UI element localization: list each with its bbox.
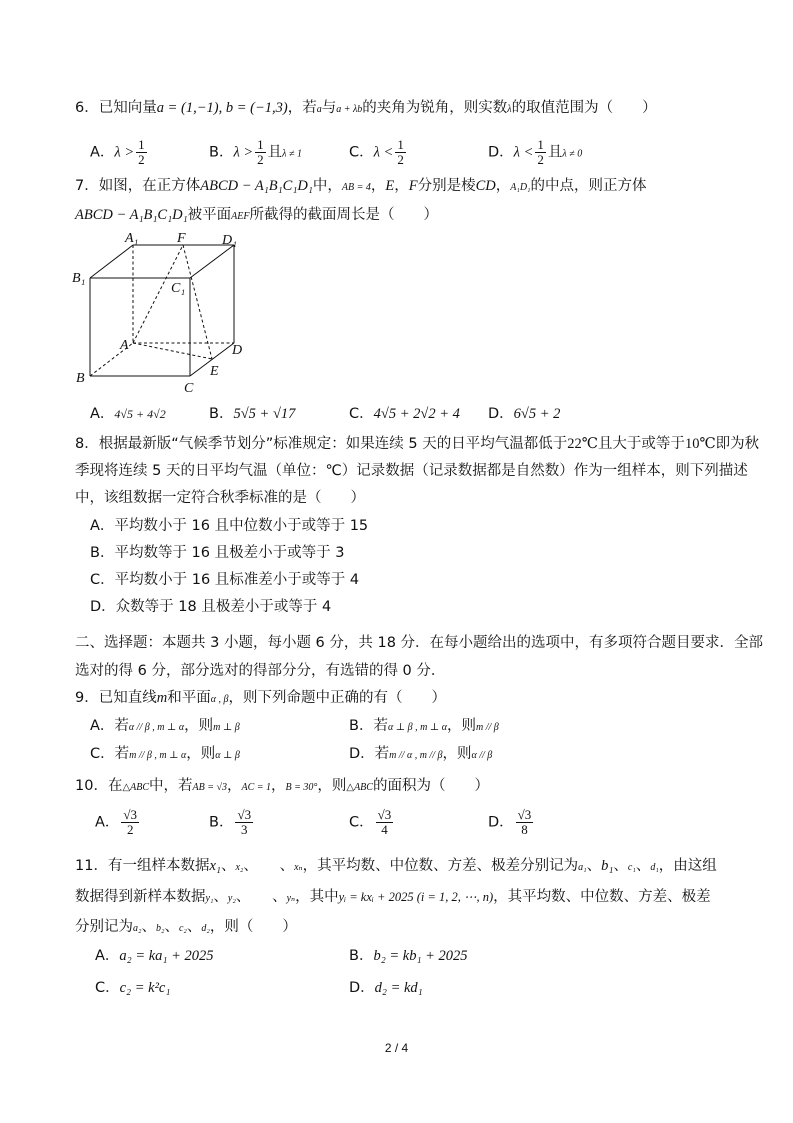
q11-stem-line2: 数据得到新样本数据y₁、y₂、 、yₙ，其中yᵢ = kxᵢ + 2025 (i = 1, 2, ⋯, n)，其平均数、中位数、方差、极差 — [75, 889, 711, 905]
q8-stem-line3: 中，该组数据一定符合秋季标准的是（ ） — [75, 490, 365, 506]
section-2-heading: 二、选择题：本题共 3 小题，每小题 6 分，共 18 分．在每小题给出的选项中，有多项符合题目要求．全部 — [75, 635, 764, 651]
q8-option-c: C．平均数小于 16 且标准差小于或等于 4 — [90, 572, 360, 588]
label-e: E — [210, 364, 219, 379]
label-b: B — [76, 371, 85, 386]
page-number: 2 / 4 — [384, 1041, 409, 1055]
q11-option-d: D．d₂ = kd₁ — [349, 980, 423, 996]
q9-option-b: B．若α ⊥ β , m ⊥ α，则m // β — [349, 718, 499, 734]
q8-stem-line2: 季现将连续 5 天的日平均气温（单位：℃）记录数据（记录数据都是自然数）作为一组样本，则下列描述 — [75, 463, 748, 479]
section-2-heading-line2: 选对的得 6 分，部分选对的得部分分，有选错的得 0 分． — [75, 663, 446, 679]
q7-option-c: C．4√5 + 2√2 + 4 — [349, 406, 460, 422]
q6-option-b: B．λ > $\frac{1}{2}$ 且λ ≠ 1 — [209, 137, 302, 167]
q7-stem-line1: 7．如图，在正方体ABCD − A₁B₁C₁D₁中，AB = 4，E，F分别是棱CD，A₁D₁的中点，则正方体 — [75, 178, 647, 194]
q9-option-a: A．若α // β , m ⊥ α，则m ⊥ β — [90, 718, 240, 734]
q6-stem: 6．已知向量a = (1,−1), b = (−1,3)，若a与a + λb的夹角为锐角，则实数λ的取值范围为（ ） — [75, 100, 657, 116]
q11-option-a: A．a₂ = ka₁ + 2025 — [95, 948, 214, 964]
q11-option-b: B．b₂ = kb₁ + 2025 — [349, 948, 468, 964]
q9-option-c: C．若m // β , m ⊥ α，则α ⊥ β — [90, 746, 240, 762]
q7-option-b: B．5√5 + √17 — [209, 406, 296, 422]
q9-option-d: D．若m // α , m // β，则α // β — [349, 746, 493, 762]
q8-option-a: A．平均数小于 16 且中位数小于或等于 15 — [90, 518, 369, 534]
q6-option-c: C．λ < $\frac{1}{2}$ — [349, 137, 404, 167]
cube-figure — [70, 228, 260, 398]
q8-option-b: B．平均数等于 16 且极差小于或等于 3 — [90, 545, 345, 561]
q9-stem: 9．已知直线m和平面α , β，则下列命题中正确的有（ ） — [75, 690, 446, 706]
edge-b1-a1 — [90, 245, 133, 278]
q11-option-c: C．c₂ = k²c₁ — [95, 980, 171, 996]
q7-option-a: A．4√5 + 4√2 — [90, 406, 166, 422]
q10-stem: 10．在△ABC中，若AB = √3，AC = 1，B = 30°，则△ABC的面积为（ ） — [75, 778, 489, 794]
q10-option-a: A． $\frac{√3}{2}$ — [95, 807, 138, 837]
q6-option-a: A．λ > $\frac{1}{2}$ — [90, 137, 145, 167]
label-d: D — [232, 343, 243, 358]
q8-option-d: D．众数等于 18 且极差小于或等于 4 — [90, 599, 332, 615]
q7-stem-line2: ABCD − A₁B₁C₁D₁被平面AEF所截得的截面周长是（ ） — [75, 207, 438, 223]
label-b1: B₁ — [72, 271, 86, 286]
q7-option-d: D．6√5 + 2 — [488, 406, 561, 422]
q11-stem-line3: 分别记为a₂、b₂、c₂、d₂，则（ ） — [75, 919, 297, 935]
label-c1: C₁ — [171, 281, 186, 296]
q6-option-d: D．λ < $\frac{1}{2}$ 且λ ≠ 0 — [488, 137, 583, 167]
label-c: C — [184, 381, 194, 396]
label-a1: A₁ — [125, 231, 139, 246]
section-a-e — [133, 343, 212, 359]
edge-c1-d1 — [190, 245, 234, 278]
label-a: A — [120, 338, 129, 353]
label-f: F — [177, 231, 186, 246]
label-d1: D₁ — [222, 233, 237, 248]
q8-stem-line1: 8．根据最新版“气候季节划分”标准规定：如果连续 5 天的日平均气温都低于22℃且大于或等于10℃即为秋 — [75, 436, 760, 452]
q10-option-d: D． $\frac{√3}{8}$ — [488, 807, 532, 837]
q10-option-c: C． $\frac{√3}{4}$ — [349, 807, 392, 837]
section-f-e — [183, 245, 212, 359]
q10-option-b: B． $\frac{√3}{3}$ — [209, 807, 252, 837]
q11-stem-line1: 11．有一组样本数据x₁、x₂、 、xₙ，其平均数、中位数、方差、极差分别记为a₁、b₁、c₁、d₁，由这组 — [75, 858, 717, 874]
